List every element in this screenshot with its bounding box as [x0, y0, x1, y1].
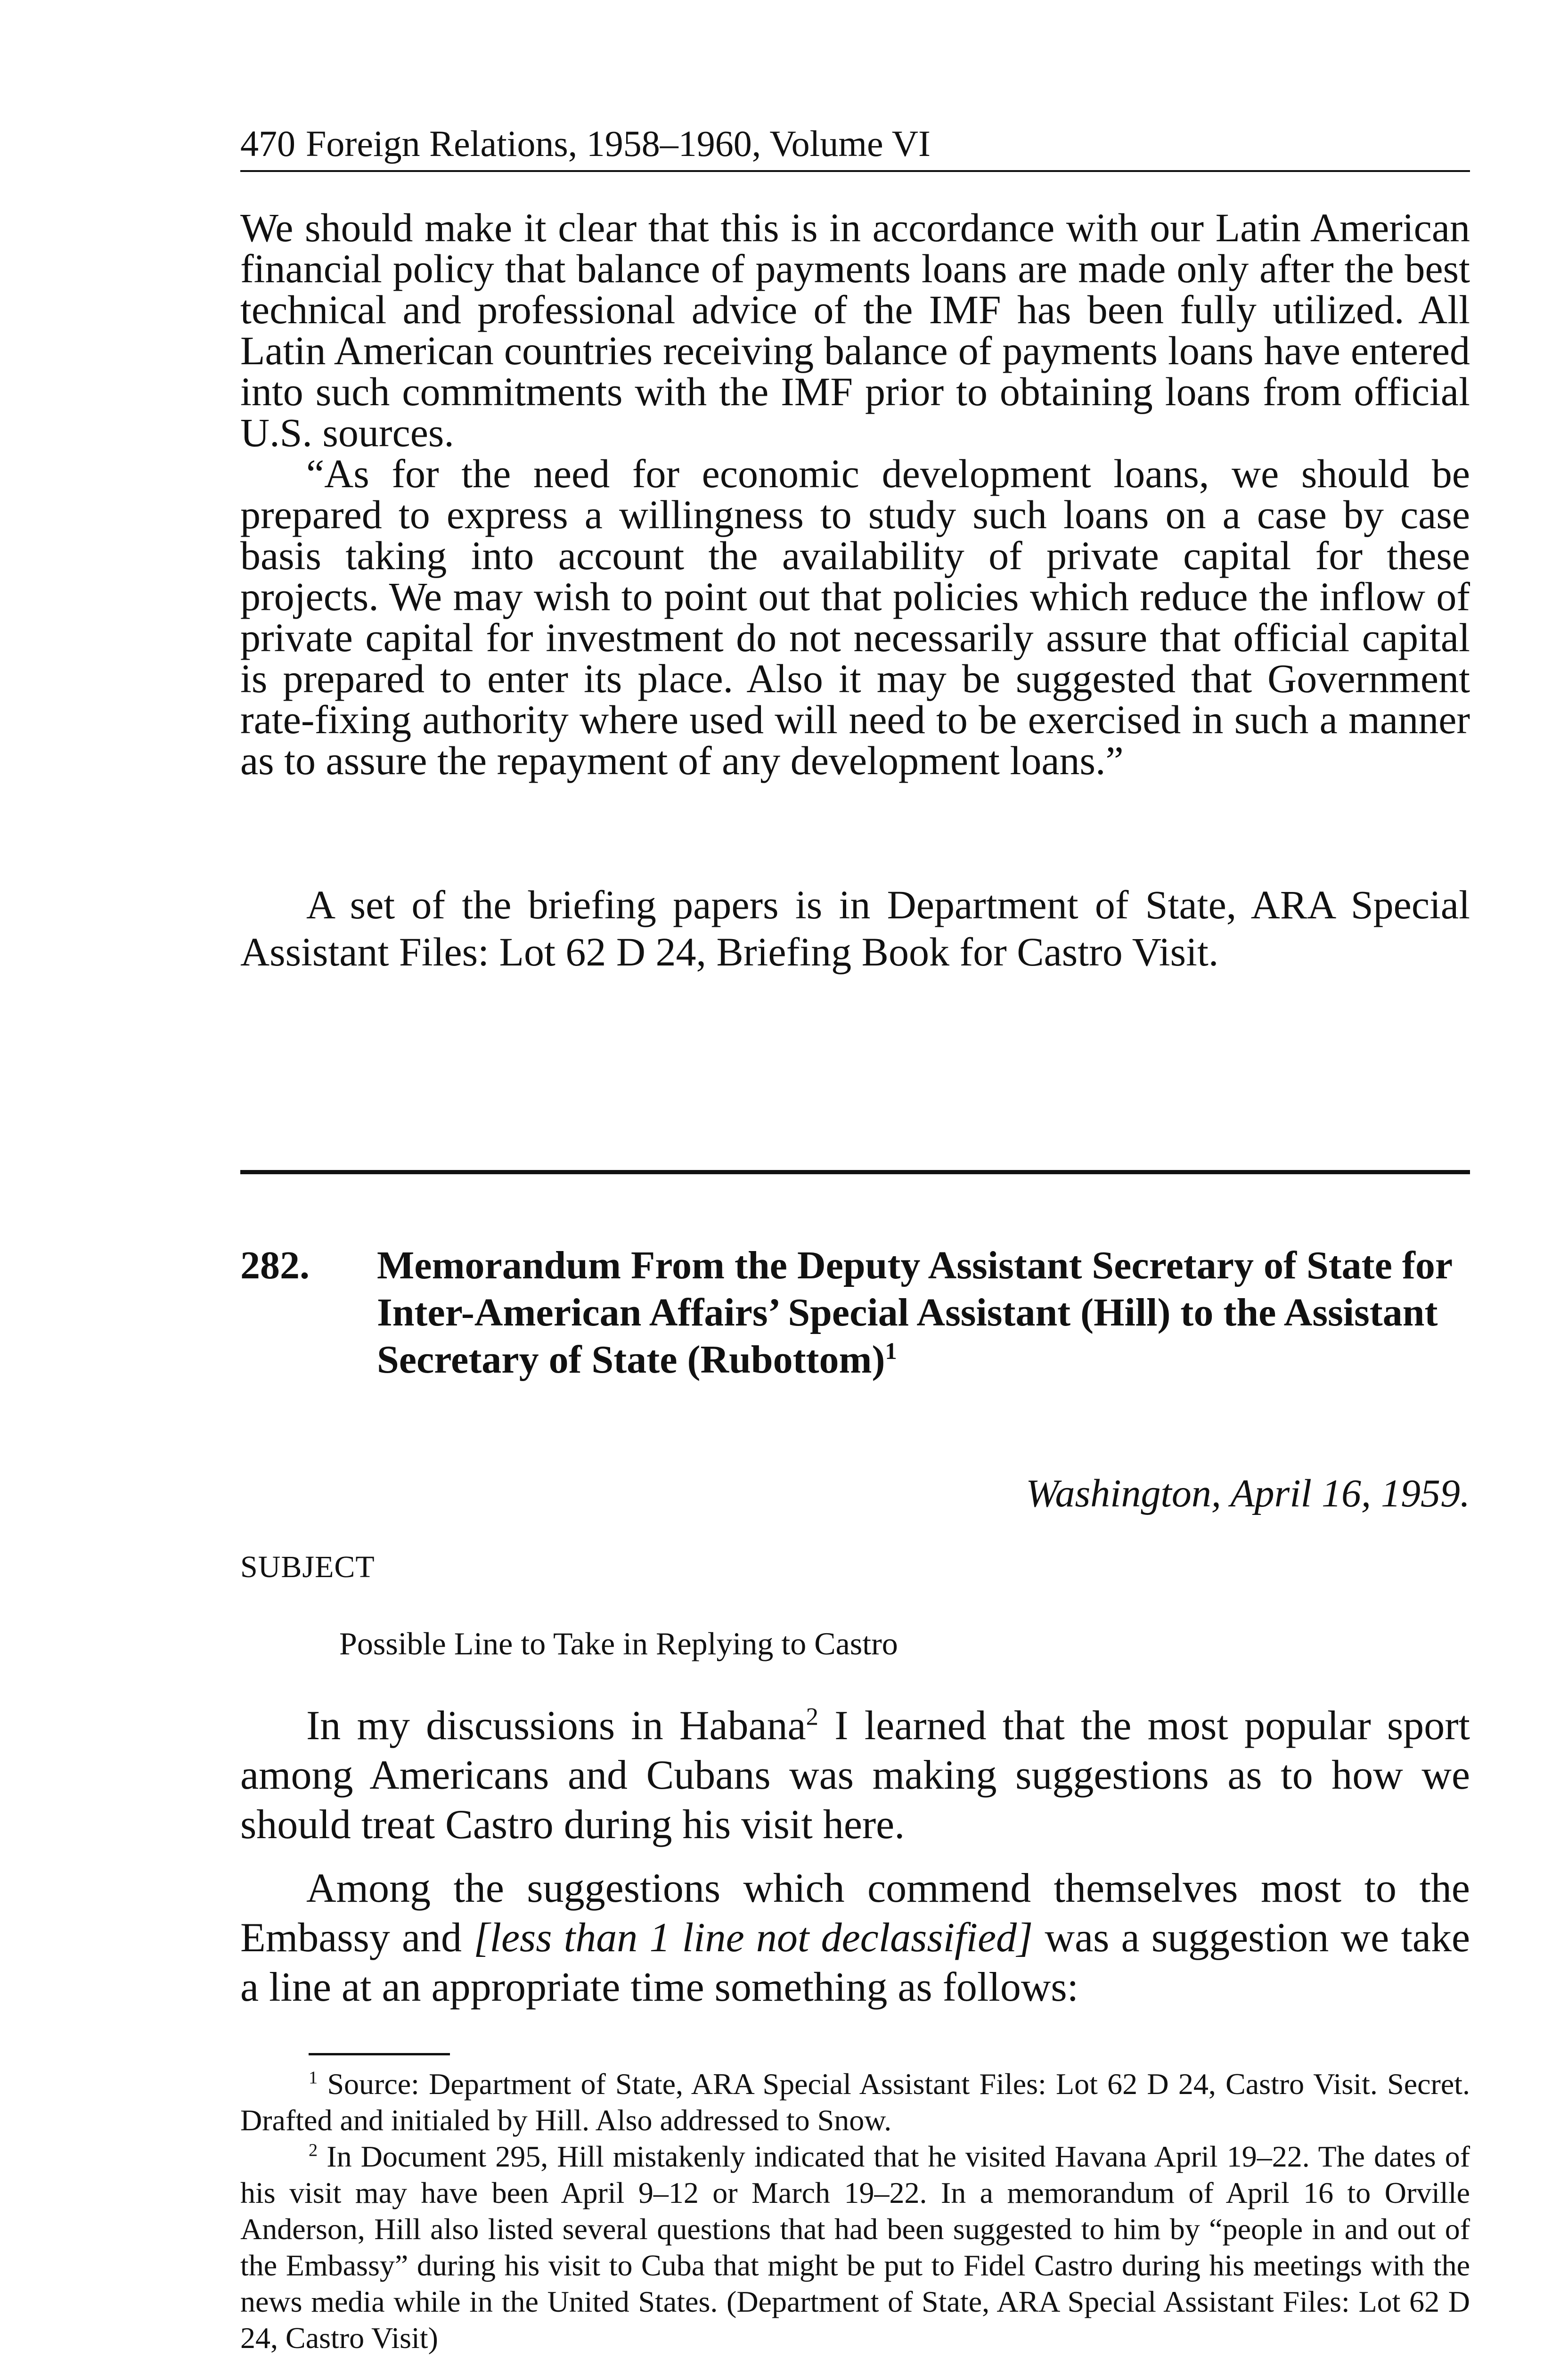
paragraph-text: In my discussions in Habana [306, 1703, 806, 1749]
paragraph-text: Among the suggestions which commend themselves most to the Embassy and [240, 1865, 1470, 1961]
page-number: 470 [240, 123, 295, 164]
body-paragraph: We should make it clear that this is in accordance with our Latin American financial policy that balance of payments loans are made only after the best technical and professional advice of the IMF has been fully utilized. All Latin American countries receiving balance of payments loans have entered into such commitments with the IMF prior to obtaining loans from official U.S. sources. [240, 205, 1470, 455]
document-title [377, 1242, 1470, 1383]
document-title-text: Memorandum From the Deputy Assistant Secretary of State for Inter-American Affairs’ Special Assistant (Hill) to the Assistant Secretary of State (Rubottom) [377, 1243, 1452, 1382]
footnote-marker: 2 [309, 2140, 318, 2160]
footnote-text: Source: Department of State, ARA Special Assistant Files: Lot 62 D 24, Castro Visit. Secret. Drafted and initialed by Hill. Also addressed to Snow. [240, 2067, 1470, 2137]
body-paragraph [240, 1701, 1470, 1849]
footnote-ref[interactable]: 1 [885, 1338, 897, 1364]
source-note-text: A set of the briefing papers is in Department of State, ARA Special Assistant Files: Lot 62 D 24, Briefing Book for Castro Visit. [240, 882, 1470, 974]
publication-title: Foreign Relations, 1958–1960, Volume VI [306, 123, 931, 164]
document-number: 282. [240, 1243, 310, 1287]
dateline: Washington, April 16, 1959. [1026, 1472, 1470, 1515]
body-paragraph [240, 1864, 1470, 2012]
subject-text: Possible Line to Take in Replying to Castro [339, 1626, 898, 1661]
redaction-note: [less than 1 line not declassified] [474, 1915, 1033, 1961]
memorandum-body [240, 1701, 1470, 2012]
source-note [240, 881, 1470, 975]
footnotes [240, 2066, 1470, 2356]
footnote-rule [309, 2053, 450, 2055]
running-header [240, 120, 1470, 172]
footnote-marker: 1 [309, 2068, 318, 2088]
footnote [240, 2066, 1470, 2138]
paragraph-text: I learned that the most popular sport among Americans and Cubans was making suggestions as to how we should treat Castro during his visit here. [240, 1703, 1470, 1848]
body-paragraph: “As for the need for economic development loans, we should be prepared to express a willingness to study such loans on a case by case basis taking into account the availability of private capital for these projects. We may wish to point out that policies which reduce the inflow of private capital for investment do not necessarily assure that official capital is prepared to enter its place. Also it may be suggested that Government rate-fixing authority where used will need to be exercised in such a manner as to assure the repayment of any development loans.” [240, 451, 1470, 783]
footnote [240, 2138, 1470, 2356]
subject-label: SUBJECT [240, 1550, 375, 1584]
footnote-text: In Document 295, Hill mistakenly indicated that he visited Havana April 19–22. The dates of his visit may have been April 9–12 or March 19–22. In a memorandum of April 16 to Orville Anderson, Hill also listed several questions that had been suggested to him by “people in and out of the Embassy” during his visit to Cuba that might be put to Fidel Castro during his meetings with the news media while in the United States. (Department of State, ARA Special Assistant Files: Lot 62 D 24, Castro Visit) [240, 2140, 1470, 2355]
paragraph-text: was a suggestion we take a line at an appropriate time something as follows: [240, 1915, 1470, 2010]
footnote-ref[interactable]: 2 [806, 1703, 819, 1731]
document-separator-rule [240, 1170, 1470, 1174]
previous-document-body [240, 207, 1470, 781]
